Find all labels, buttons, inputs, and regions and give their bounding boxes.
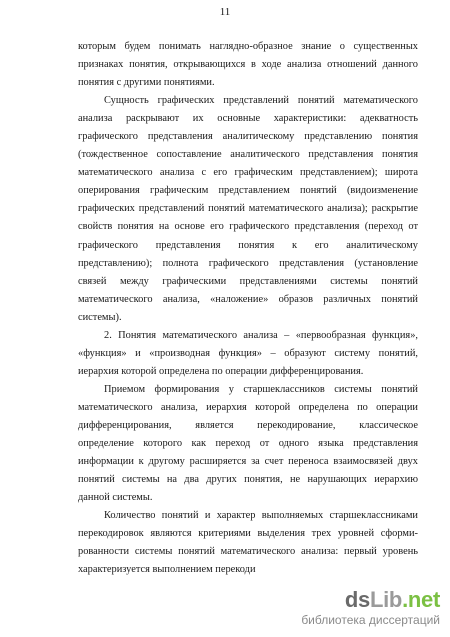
text-line: определение которого как переход от одного языка представления <box>78 438 418 450</box>
paragraph-start: Количество понятий и характер выполняемых старшеклассниками <box>104 510 418 522</box>
text-line: понятий системы на два других понятия, не нарушающих иерархию <box>78 474 418 486</box>
paragraph-start: Приемом формирования у старшеклассников системы понятий <box>104 383 418 395</box>
text-line: данной системы. <box>78 492 153 504</box>
text-line: математического анализа, «наложение» образов различных понятий <box>78 293 418 305</box>
text-line: связей между графическими представлениями системы понятий <box>78 275 418 287</box>
text-line: которым будем понимать наглядно-образное знание о существенных <box>78 41 418 52</box>
watermark-subtitle: библиотека диссертаций <box>301 613 440 627</box>
text-line: анализа раскрывают их основные характеристики: адекватность <box>78 113 418 125</box>
text-line: характеризуется выполнением перекоди <box>78 564 256 576</box>
paragraph-start: Сущность графических представлений понятий математического <box>104 95 418 107</box>
watermark-logo <box>294 587 444 633</box>
text-line: информации к другому расширяется за счет переноса взаимосвязей двух <box>78 456 418 468</box>
text-line: (тождественное сопоставление аналитического представления понятия <box>78 149 418 161</box>
watermark-lib: Lib <box>369 587 403 612</box>
text-line: свойств понятия на основе его графического представления (переход от <box>78 221 418 233</box>
watermark-brand <box>345 587 440 613</box>
document-body <box>78 38 418 579</box>
text-line: графических представлений понятий математического анализа); раскрытие <box>78 203 418 215</box>
text-line: понятия с другими понятиями. <box>78 77 215 89</box>
watermark-ds: ds <box>344 587 370 612</box>
text-line: системы). <box>78 311 122 323</box>
text-line: оперирования графическим представлением понятий (видоизменение <box>78 185 418 197</box>
text-line: дифференцирования, является перекодирование, классическое <box>78 419 418 431</box>
text-line: математического анализа, иерархия которой определена по операции <box>78 401 418 413</box>
text-line: перекодировок являются критериями выделения трех уровней сформи- <box>78 528 418 540</box>
text-line: признаках понятия, открывающихся в ходе анализа отношений данного <box>78 59 418 71</box>
watermark-net: .net <box>402 587 440 612</box>
text-line: иерархия которой определена по операции дифференцирования. <box>78 365 364 377</box>
paragraph-start: 2. Понятия математического анализа – «первообразная функция», <box>104 329 418 341</box>
text-line: рованности системы понятий математического анализа: первый уровень <box>78 546 418 558</box>
text-line: графического представления аналитическому представлению понятия <box>78 131 418 143</box>
text-line: графического представления понятия к его аналитическому <box>78 239 418 251</box>
text-line: «функция» и «производная функция» – образуют систему понятий, <box>78 347 418 359</box>
text-line: представлению); полнота графического представления (установление <box>78 257 418 269</box>
page-number: 11 <box>219 6 231 18</box>
text-line: математического анализа с его графическим представлением); широта <box>78 167 418 179</box>
